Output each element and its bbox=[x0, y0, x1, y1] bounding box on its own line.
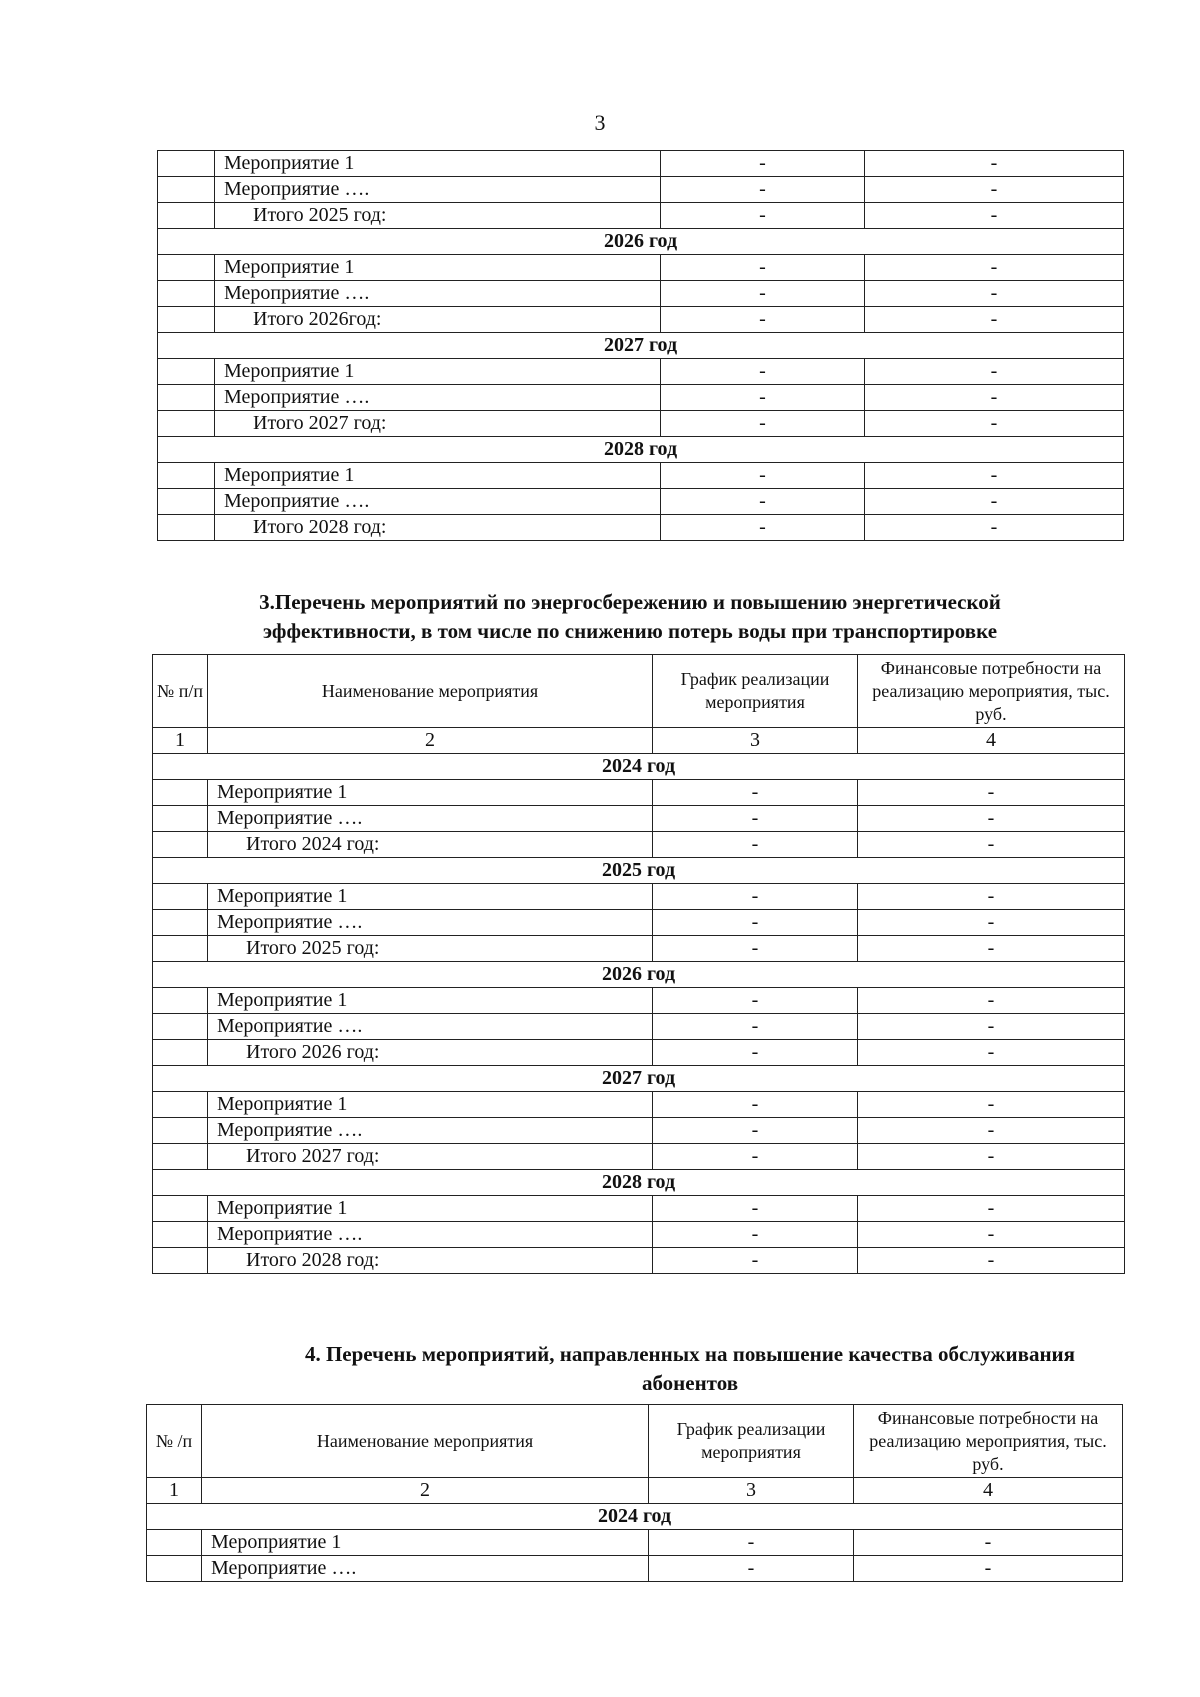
measure-name: Мероприятие …. bbox=[215, 177, 661, 203]
measure-name: Мероприятие …. bbox=[208, 910, 653, 936]
finance-cell: - bbox=[865, 177, 1124, 203]
year-row bbox=[153, 962, 1125, 988]
row-number-cell bbox=[153, 1248, 208, 1274]
finance-cell: - bbox=[865, 151, 1124, 177]
column-index: 3 bbox=[653, 728, 858, 754]
row-number-cell bbox=[158, 385, 215, 411]
total-label: Итого 2026год: bbox=[215, 307, 661, 333]
table-row bbox=[158, 281, 1124, 307]
finance-cell: - bbox=[858, 832, 1125, 858]
finance-cell: - bbox=[865, 515, 1124, 541]
finance-cell: - bbox=[858, 806, 1125, 832]
row-number-cell bbox=[158, 307, 215, 333]
header-schedule: График реализации мероприятия bbox=[653, 655, 858, 728]
measure-name: Мероприятие 1 bbox=[208, 780, 653, 806]
table-row bbox=[153, 1092, 1125, 1118]
column-index: 1 bbox=[147, 1478, 202, 1504]
total-row bbox=[153, 1144, 1125, 1170]
row-number-cell bbox=[153, 832, 208, 858]
header-finance: Финансовые потребности на реализацию мероприятия, тыс. руб. bbox=[854, 1405, 1123, 1478]
year-row bbox=[158, 437, 1124, 463]
column-index: 4 bbox=[854, 1478, 1123, 1504]
measure-name: Мероприятие …. bbox=[208, 1014, 653, 1040]
year-label: 2025 год bbox=[153, 858, 1125, 884]
table-row bbox=[153, 780, 1125, 806]
row-number-cell bbox=[153, 1144, 208, 1170]
table-row bbox=[153, 884, 1125, 910]
row-number-cell bbox=[158, 489, 215, 515]
finance-cell: - bbox=[865, 203, 1124, 229]
schedule-cell: - bbox=[661, 203, 865, 229]
schedule-cell: - bbox=[653, 806, 858, 832]
schedule-cell: - bbox=[661, 307, 865, 333]
row-number-cell bbox=[153, 1222, 208, 1248]
schedule-cell: - bbox=[661, 385, 865, 411]
column-index: 1 bbox=[153, 728, 208, 754]
row-number-cell bbox=[153, 1014, 208, 1040]
finance-cell: - bbox=[858, 910, 1125, 936]
finance-cell: - bbox=[865, 307, 1124, 333]
total-label: Итого 2028 год: bbox=[215, 515, 661, 541]
row-number-cell bbox=[147, 1556, 202, 1582]
year-row bbox=[158, 229, 1124, 255]
schedule-cell: - bbox=[653, 780, 858, 806]
finance-cell: - bbox=[865, 463, 1124, 489]
row-number-cell bbox=[153, 988, 208, 1014]
page-number: 3 bbox=[594, 110, 606, 135]
total-row bbox=[153, 1040, 1125, 1066]
total-label: Итого 2027 год: bbox=[215, 411, 661, 437]
year-label: 2028 год bbox=[158, 437, 1124, 463]
schedule-cell: - bbox=[653, 1092, 858, 1118]
finance-cell: - bbox=[858, 1248, 1125, 1274]
table-row bbox=[153, 1014, 1125, 1040]
table-header-row bbox=[147, 1405, 1123, 1478]
year-row bbox=[153, 1066, 1125, 1092]
schedule-cell: - bbox=[653, 884, 858, 910]
row-number-cell bbox=[158, 255, 215, 281]
table-row bbox=[158, 463, 1124, 489]
total-label: Итого 2027 год: bbox=[208, 1144, 653, 1170]
schedule-cell: - bbox=[661, 515, 865, 541]
section-4-title-line-1: 4. Перечень мероприятий, направленных на повышение качества обслуживания bbox=[304, 1342, 1076, 1366]
finance-cell: - bbox=[865, 489, 1124, 515]
finance-cell: - bbox=[865, 281, 1124, 307]
schedule-cell: - bbox=[661, 489, 865, 515]
row-number-cell bbox=[158, 411, 215, 437]
row-number-cell bbox=[158, 515, 215, 541]
schedule-cell: - bbox=[653, 910, 858, 936]
schedule-cell: - bbox=[661, 281, 865, 307]
schedule-cell: - bbox=[653, 1040, 858, 1066]
row-number-cell bbox=[147, 1530, 202, 1556]
measure-name: Мероприятие …. bbox=[208, 1222, 653, 1248]
finance-cell: - bbox=[865, 411, 1124, 437]
header-number: № п/п bbox=[153, 655, 208, 728]
schedule-cell: - bbox=[653, 1014, 858, 1040]
finance-cell: - bbox=[858, 988, 1125, 1014]
schedule-cell: - bbox=[653, 832, 858, 858]
column-index-row bbox=[153, 728, 1125, 754]
year-label: 2024 год bbox=[153, 754, 1125, 780]
year-row bbox=[153, 858, 1125, 884]
table-row bbox=[158, 359, 1124, 385]
table-row bbox=[153, 1222, 1125, 1248]
schedule-cell: - bbox=[653, 1222, 858, 1248]
total-row bbox=[153, 1248, 1125, 1274]
row-number-cell bbox=[153, 884, 208, 910]
schedule-cell: - bbox=[653, 1196, 858, 1222]
total-label: Итого 2026 год: bbox=[208, 1040, 653, 1066]
header-number: № /п bbox=[147, 1405, 202, 1478]
row-number-cell bbox=[158, 359, 215, 385]
year-label: 2024 год bbox=[147, 1504, 1123, 1530]
measure-name: Мероприятие 1 bbox=[215, 255, 661, 281]
finance-cell: - bbox=[854, 1530, 1123, 1556]
column-index-row bbox=[147, 1478, 1123, 1504]
measure-name: Мероприятие …. bbox=[208, 1118, 653, 1144]
row-number-cell bbox=[158, 203, 215, 229]
column-index: 2 bbox=[208, 728, 653, 754]
row-number-cell bbox=[153, 910, 208, 936]
schedule-cell: - bbox=[653, 1144, 858, 1170]
finance-cell: - bbox=[858, 1092, 1125, 1118]
row-number-cell bbox=[153, 780, 208, 806]
finance-cell: - bbox=[858, 1014, 1125, 1040]
table-header-row bbox=[153, 655, 1125, 728]
schedule-cell: - bbox=[661, 411, 865, 437]
schedule-cell: - bbox=[649, 1530, 854, 1556]
section-3-title-line-1: 3.Перечень мероприятий по энергосбережению и повышению энергетической bbox=[259, 590, 1001, 614]
header-finance: Финансовые потребности на реализацию мероприятия, тыс. руб. bbox=[858, 655, 1125, 728]
finance-cell: - bbox=[858, 1118, 1125, 1144]
table-row bbox=[158, 489, 1124, 515]
table-row bbox=[153, 1118, 1125, 1144]
total-label: Итого 2024 год: bbox=[208, 832, 653, 858]
finance-cell: - bbox=[865, 359, 1124, 385]
schedule-cell: - bbox=[661, 151, 865, 177]
table-row bbox=[158, 177, 1124, 203]
section-4-heading bbox=[210, 1340, 1170, 1398]
total-label: Итого 2028 год: bbox=[208, 1248, 653, 1274]
finance-cell: - bbox=[858, 884, 1125, 910]
schedule-cell: - bbox=[661, 463, 865, 489]
year-row bbox=[147, 1504, 1123, 1530]
year-label: 2026 год bbox=[153, 962, 1125, 988]
table-section-4 bbox=[146, 1404, 1123, 1582]
header-name: Наименование мероприятия bbox=[202, 1405, 649, 1478]
header-schedule: График реализации мероприятия bbox=[649, 1405, 854, 1478]
section-4-title-line-2: абонентов bbox=[641, 1371, 739, 1395]
finance-cell: - bbox=[858, 1222, 1125, 1248]
measure-name: Мероприятие 1 bbox=[215, 463, 661, 489]
finance-cell: - bbox=[858, 1144, 1125, 1170]
total-label: Итого 2025 год: bbox=[208, 936, 653, 962]
row-number-cell bbox=[153, 936, 208, 962]
table-row bbox=[147, 1530, 1123, 1556]
row-number-cell bbox=[158, 281, 215, 307]
measure-name: Мероприятие …. bbox=[215, 489, 661, 515]
measure-name: Мероприятие 1 bbox=[208, 884, 653, 910]
total-row bbox=[158, 307, 1124, 333]
finance-cell: - bbox=[858, 1040, 1125, 1066]
table-row bbox=[153, 910, 1125, 936]
table-section-3 bbox=[152, 654, 1125, 1274]
measure-name: Мероприятие …. bbox=[215, 281, 661, 307]
finance-cell: - bbox=[854, 1556, 1123, 1582]
table-row bbox=[158, 385, 1124, 411]
column-index: 2 bbox=[202, 1478, 649, 1504]
table-section-3-body bbox=[153, 754, 1125, 1274]
year-label: 2027 год bbox=[153, 1066, 1125, 1092]
schedule-cell: - bbox=[653, 936, 858, 962]
row-number-cell bbox=[158, 151, 215, 177]
table-row bbox=[158, 151, 1124, 177]
finance-cell: - bbox=[865, 385, 1124, 411]
total-row bbox=[158, 203, 1124, 229]
section-3-heading bbox=[140, 588, 1120, 646]
table-section-4-body bbox=[147, 1504, 1123, 1582]
measure-name: Мероприятие 1 bbox=[208, 1196, 653, 1222]
finance-cell: - bbox=[858, 936, 1125, 962]
measure-name: Мероприятие 1 bbox=[202, 1530, 649, 1556]
total-row bbox=[153, 936, 1125, 962]
year-row bbox=[153, 754, 1125, 780]
total-row bbox=[158, 515, 1124, 541]
table-row bbox=[158, 255, 1124, 281]
schedule-cell: - bbox=[653, 1118, 858, 1144]
measure-name: Мероприятие 1 bbox=[208, 1092, 653, 1118]
table-row bbox=[153, 806, 1125, 832]
table-continuation-body bbox=[158, 151, 1124, 541]
finance-cell: - bbox=[858, 1196, 1125, 1222]
schedule-cell: - bbox=[653, 1248, 858, 1274]
finance-cell: - bbox=[858, 780, 1125, 806]
total-row bbox=[158, 411, 1124, 437]
measure-name: Мероприятие …. bbox=[215, 385, 661, 411]
row-number-cell bbox=[158, 463, 215, 489]
row-number-cell bbox=[158, 177, 215, 203]
table-row bbox=[153, 1196, 1125, 1222]
measure-name: Мероприятие …. bbox=[208, 806, 653, 832]
column-index: 3 bbox=[649, 1478, 854, 1504]
measure-name: Мероприятие …. bbox=[202, 1556, 649, 1582]
row-number-cell bbox=[153, 806, 208, 832]
measure-name: Мероприятие 1 bbox=[215, 359, 661, 385]
schedule-cell: - bbox=[661, 359, 865, 385]
finance-cell: - bbox=[865, 255, 1124, 281]
year-label: 2027 год bbox=[158, 333, 1124, 359]
year-label: 2028 год bbox=[153, 1170, 1125, 1196]
year-row bbox=[158, 333, 1124, 359]
schedule-cell: - bbox=[649, 1556, 854, 1582]
table-continuation bbox=[157, 150, 1124, 541]
year-row bbox=[153, 1170, 1125, 1196]
total-row bbox=[153, 832, 1125, 858]
section-3-title-line-2: эффективности, в том числе по снижению потерь воды при транспортировке bbox=[262, 619, 998, 643]
row-number-cell bbox=[153, 1092, 208, 1118]
column-index: 4 bbox=[858, 728, 1125, 754]
measure-name: Мероприятие 1 bbox=[208, 988, 653, 1014]
table-row bbox=[153, 988, 1125, 1014]
measure-name: Мероприятие 1 bbox=[215, 151, 661, 177]
schedule-cell: - bbox=[661, 177, 865, 203]
row-number-cell bbox=[153, 1196, 208, 1222]
total-label: Итого 2025 год: bbox=[215, 203, 661, 229]
header-name: Наименование мероприятия bbox=[208, 655, 653, 728]
row-number-cell bbox=[153, 1118, 208, 1144]
table-row bbox=[147, 1556, 1123, 1582]
schedule-cell: - bbox=[661, 255, 865, 281]
year-label: 2026 год bbox=[158, 229, 1124, 255]
schedule-cell: - bbox=[653, 988, 858, 1014]
row-number-cell bbox=[153, 1040, 208, 1066]
